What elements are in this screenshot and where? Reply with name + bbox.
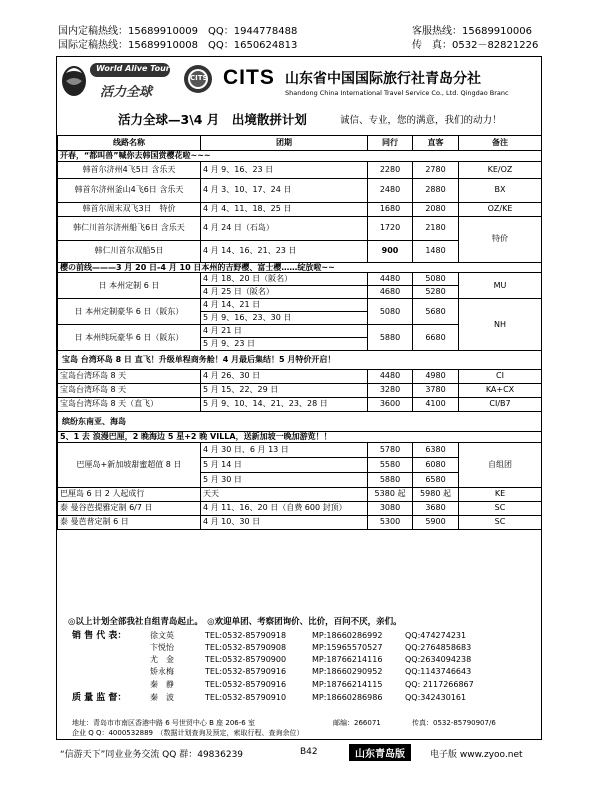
quality-label: 质 量 监 督： [72, 693, 127, 703]
direct-cell: 3680 [413, 501, 459, 515]
peer-cell: 900 [368, 240, 413, 262]
contact-name: 矫永梅 [150, 667, 174, 676]
direct-cell: 6380 [413, 442, 459, 457]
contact-name: 卞悦怡 [150, 643, 174, 652]
note-cell: SC [459, 501, 542, 515]
dates-cell: 5 月 9、23 日 [201, 338, 368, 351]
dates-cell: 4 月 4、11、18、25 日 [201, 202, 368, 216]
route-cell: 巴厘岛 6 日 2 人起成行 [58, 487, 201, 501]
peer-cell: 5080 [368, 299, 413, 325]
note-cell: KA+CX [459, 383, 542, 397]
direct-cell: 2880 [413, 178, 459, 202]
cits-acronym: CITS [223, 66, 275, 89]
contact-qq: QQ:342430161 [405, 693, 467, 702]
dates-cell: 4 月 25 日（阪名） [201, 286, 368, 299]
peer-cell: 3080 [368, 501, 413, 515]
table-row [58, 178, 542, 202]
footer-address [72, 718, 255, 728]
contact-name: 秦 静 [150, 680, 174, 689]
dates-cell: 4 月 30 日、6 月 13 日 [201, 442, 368, 457]
peer-cell: 4480 [368, 369, 413, 383]
enterprise-qq: 企业 Q Q：4000532889 （数据计划查询及预定，索取行程、查询余位） [72, 729, 304, 737]
footer-postcode: 邮编：266071 [333, 719, 381, 727]
note-cell: OZ/KE [459, 202, 542, 216]
peer-cell: 5580 [368, 457, 413, 472]
address-text: 地址：青岛市市南区香港中路 6 号世贸中心 B 座 206-6 室 [72, 719, 255, 727]
col-note: 备注 [459, 136, 542, 151]
dates-cell: 5 月 15、22、29 日 [201, 383, 368, 397]
note-cell: KE [459, 487, 542, 501]
note-cell: 特价 [459, 216, 542, 262]
contact-mp: MP:18660290952 [312, 667, 383, 676]
dates-cell: 4 月 14、21 日 [201, 299, 368, 312]
contact-qq: QQ:474274231 [405, 631, 467, 640]
contact-mp: MP:18660286992 [312, 631, 383, 640]
table-row [58, 273, 542, 286]
peer-cell: 3280 [368, 383, 413, 397]
table-row [58, 383, 542, 397]
direct-cell: 5900 [413, 515, 459, 529]
direct-cell: 3780 [413, 383, 459, 397]
contact-qq: QQ:1143746643 [405, 667, 472, 676]
table-row [58, 515, 542, 529]
fax-line: 传 真：0532－82821226 [412, 40, 539, 51]
dates-cell: 天天 [201, 487, 368, 501]
dates-cell: 5 月 14 日 [201, 457, 368, 472]
route-cell: 宝岛台湾环岛 8 天（直飞） [58, 397, 201, 411]
contact-qq: QQ:2764858683 [405, 643, 472, 652]
route-cell: 日 本州纯玩豪华 6 日（阪东） [58, 325, 201, 351]
dates-cell: 4 月 3、10、17、24 日 [201, 178, 368, 202]
logo-badge: CITS [190, 74, 208, 82]
contact-tel: TEL:0532-85790916 [205, 667, 287, 676]
intl-hotline: 国际定稿热线：15689910008 QQ：1650624813 [58, 40, 298, 51]
peer-cell: 1680 [368, 202, 413, 216]
footer-qq-group: “信游天下”同业业务交流 QQ 群：49836239 [60, 750, 244, 760]
contact-tel: TEL:0532-85790908 [205, 643, 287, 652]
note-cell: KE/OZ [459, 161, 542, 178]
route-cell: 韩首尔济州釜山4飞6日 含乐天 [58, 178, 201, 202]
col-dates: 团期 [201, 136, 368, 151]
direct-cell: 4100 [413, 397, 459, 411]
dates-cell: 4 月 9、16、23 日 [201, 161, 368, 178]
direct-cell: 5080 [413, 273, 459, 286]
direct-cell: 2080 [413, 202, 459, 216]
contact-tel: TEL:0532-85790916 [205, 680, 287, 689]
section-subtitle: 5、1 去 浪漫巴厘，2 晚海边 5 星+2 晚 VILLA，送新加坡一晚加游览！！ [58, 432, 542, 443]
contact-qq: QQ:2634094238 [405, 655, 472, 664]
peer-cell: 5380 起 [368, 487, 413, 501]
peer-cell: 2480 [368, 178, 413, 202]
dates-cell: 4 月 24 日（石岛） [201, 216, 368, 240]
plan-title: 活力全球—3\4 月 出境散拼计划 [118, 112, 307, 127]
note-cell: NH [459, 299, 542, 351]
contact-tel: TEL:0532-85790910 [205, 693, 287, 702]
domestic-hotline: 国内定稿热线：15689910009 QQ：1944778488 [58, 26, 298, 37]
direct-cell: 2780 [413, 161, 459, 178]
note-cell: BX [459, 178, 542, 202]
table-row [58, 442, 542, 457]
sales-label: 销 售 代 表： [72, 631, 127, 641]
paper-edition-badge: 山东青岛版 [349, 744, 411, 761]
section-japan [58, 262, 542, 273]
table-row [58, 299, 542, 312]
table-row [58, 161, 542, 178]
company-name-en: Shandong China International Travel Service Co., Ltd. Qingdao Branc [285, 89, 509, 97]
direct-cell: 2180 [413, 216, 459, 240]
dates-cell: 4 月 14、16、21、23 日 [201, 240, 368, 262]
col-peer: 同行 [368, 136, 413, 151]
direct-cell: 6680 [413, 325, 459, 351]
route-cell: 韩仁川首尔济州船飞6日 含乐天 [58, 216, 201, 240]
peer-cell: 3600 [368, 397, 413, 411]
contact-name: 徐文英 [150, 631, 174, 640]
world-alive-tour-logo [60, 59, 218, 101]
section-title: 樱の前线———3 月 20 日-4 月 10 日本州的吉野樱、富士樱……绽放啦~~ [58, 262, 542, 273]
table-row [58, 501, 542, 515]
contact-tel: TEL:0532-85790918 [205, 631, 287, 640]
table-row [58, 487, 542, 501]
peer-cell: 5880 [368, 325, 413, 351]
peer-cell: 1720 [368, 216, 413, 240]
contact-mp: MP:18660286986 [312, 693, 383, 702]
plan-notes: ◎以上计划全部我社自组青岛起止。 ◎欢迎单团、考察团询价、比价，百问不厌，亲们。 [68, 617, 402, 627]
contact-name: 秦 波 [150, 693, 174, 702]
route-cell: 宝岛台湾环岛 8 天 [58, 383, 201, 397]
table-row [58, 397, 542, 411]
plan-slogan: 诚信、专业，您的满意，我们的动力！ [340, 115, 502, 126]
note-cell: CI/B7 [459, 397, 542, 411]
note-cell: MU [459, 273, 542, 299]
contact-tel: TEL:0532-85790900 [205, 655, 287, 664]
note-cell: SC [459, 515, 542, 529]
contact-mp: MP:18766214116 [312, 655, 383, 664]
dates-cell: 4 月 10、30 日 [201, 515, 368, 529]
route-cell: 日 本州定制 6 日 [58, 273, 201, 299]
route-cell: 泰 曼芭普定制 6 日 [58, 515, 201, 529]
direct-cell: 6080 [413, 457, 459, 472]
direct-cell: 6580 [413, 472, 459, 487]
section-title: 缤纷东南亚、海岛 [58, 411, 542, 432]
route-cell: 宝岛台湾环岛 8 天 [58, 369, 201, 383]
table-row [58, 202, 542, 216]
direct-cell: 5980 起 [413, 487, 459, 501]
contact-mp: MP:18766214115 [312, 680, 383, 689]
note-cell: 自组团 [459, 442, 542, 487]
contact-qq: QQ: 2117266867 [405, 680, 474, 689]
dates-cell: 4 月 18、20 日（阪名） [201, 273, 368, 286]
table-header [58, 136, 542, 151]
section-subtitle-row [58, 432, 542, 443]
section-title: 宝岛 台湾环岛 8 日 直飞！升级单程商务舱！4 月最后集结！5 月特价开启！ [58, 351, 542, 370]
direct-cell: 4980 [413, 369, 459, 383]
dates-cell: 4 月 11、16、20 日（自费 600 封顶） [201, 501, 368, 515]
peer-cell: 4680 [368, 286, 413, 299]
dates-cell: 5 月 30 日 [201, 472, 368, 487]
section-korea [58, 151, 542, 162]
page-number: B42 [300, 747, 318, 757]
section-title: 开春，“都叫兽”喊你去韩国赏樱花啦~~~ [58, 151, 542, 162]
web-edition[interactable]: 电子版 www.zyoo.net [430, 750, 523, 760]
peer-cell: 5780 [368, 442, 413, 457]
route-cell: 韩首尔济州4飞5日 含乐天 [58, 161, 201, 178]
route-cell: 泰 曼谷芭提雅定制 6/7 日 [58, 501, 201, 515]
route-cell: 韩首尔周末双飞3日 特价 [58, 202, 201, 216]
col-direct: 直客 [413, 136, 459, 151]
contact-name: 尤 金 [150, 655, 174, 664]
dates-cell: 4 月 21 日 [201, 325, 368, 338]
col-route: 线路名称 [58, 136, 201, 151]
route-cell: 日 本州定制豪华 6 日（阪东） [58, 299, 201, 325]
table-row [58, 369, 542, 383]
direct-cell: 5280 [413, 286, 459, 299]
route-cell: 韩仁川首尔双船5日 [58, 240, 201, 262]
route-cell: 巴厘岛+新加坡甜蜜超值 8 日 [58, 442, 201, 487]
logo-slogan: 活力全球 [100, 85, 153, 100]
dates-cell: 5 月 9、10、14、21、23、28 日 [201, 397, 368, 411]
world-alive-tour-text: World Alive Tour [96, 64, 170, 73]
section-seasia [58, 411, 542, 432]
direct-cell: 5680 [413, 299, 459, 325]
service-hotline: 客服热线：15689910006 [412, 26, 532, 37]
footer-fax: 传真：0532-85790907/6 [412, 719, 496, 727]
direct-cell: 1480 [413, 240, 459, 262]
table-row [58, 216, 542, 240]
dates-cell: 4 月 26、30 日 [201, 369, 368, 383]
peer-cell: 2280 [368, 161, 413, 178]
contact-mp: MP:15965570527 [312, 643, 383, 652]
company-name: 山东省中国国际旅行社青岛分社 [285, 71, 481, 87]
dates-cell: 5 月 9、16、23、30 日 [201, 312, 368, 325]
section-taiwan [58, 351, 542, 370]
tour-table [57, 135, 542, 530]
peer-cell: 4480 [368, 273, 413, 286]
peer-cell: 5300 [368, 515, 413, 529]
note-cell: CI [459, 369, 542, 383]
peer-cell: 5880 [368, 472, 413, 487]
